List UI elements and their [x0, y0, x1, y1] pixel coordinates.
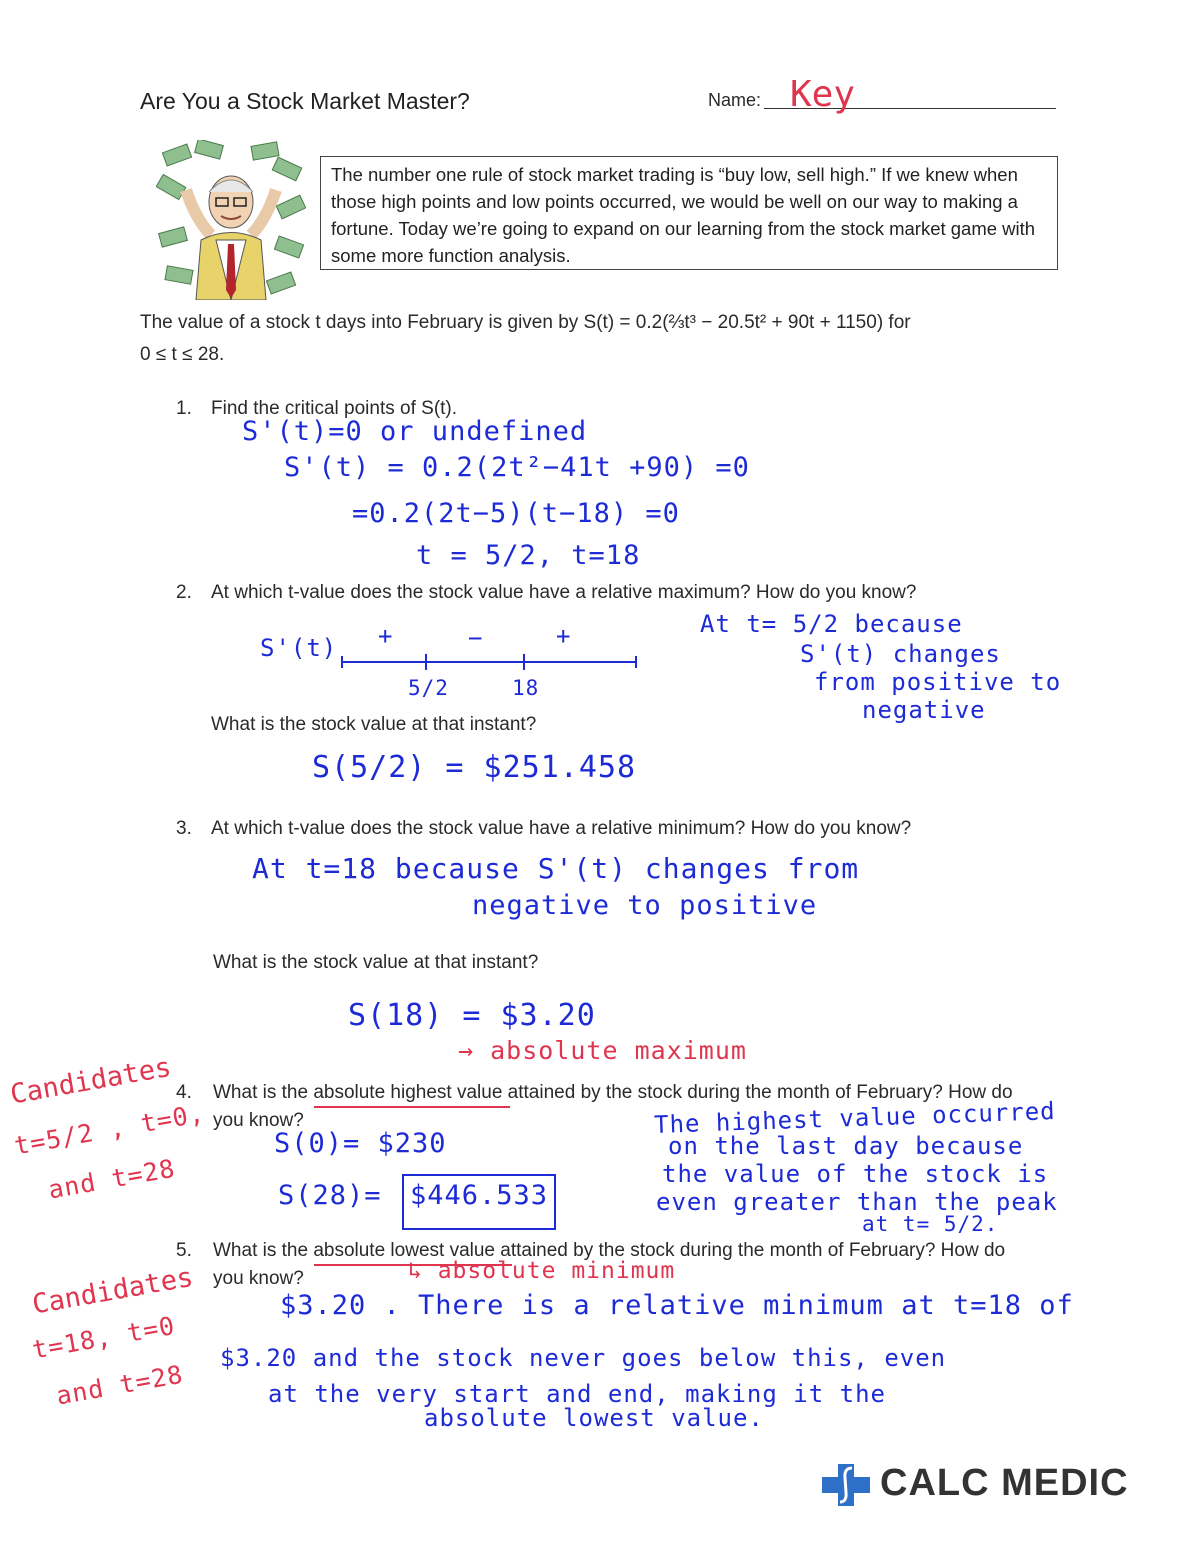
- q2-reason-line4: negative: [862, 696, 986, 724]
- q1-answer-line4: t = 5/2, t=18: [416, 540, 641, 571]
- q4-text: What is the absolute highest value attained by the stock during the month of February? How do: [213, 1082, 1013, 1103]
- q3-sub-question: What is the stock value at that instant?: [213, 952, 539, 973]
- intro-box: The number one rule of stock market trading is “buy low, sell high.” If we knew when those high points and low points occurred, we would be well on our way to making a fortune. Today we’re going to expand on our learning from the stock market game with some more function analysis.: [320, 156, 1058, 270]
- q5-reason-line4: absolute lowest value.: [424, 1404, 764, 1432]
- q4-reason-line1: The highest value occurred: [653, 1096, 1057, 1140]
- q2-sign-chart: [258, 620, 658, 710]
- q4-number: 4.: [176, 1082, 192, 1103]
- q4-text-line2: you know?: [213, 1110, 304, 1131]
- q4-absolute-max-note: → absolute maximum: [458, 1036, 747, 1065]
- q2-value: S(5/2) = $251.458: [312, 750, 637, 785]
- q5-absolute-min-note: ↳ absolute minimum: [408, 1258, 676, 1284]
- q5-reason-line2: $3.20 and the stock never goes below this, even: [220, 1344, 947, 1372]
- q4-reason-line4: even greater than the peak: [656, 1188, 1058, 1216]
- q3-reason-line1: At t=18 because S'(t) changes from: [252, 852, 860, 885]
- q4-reason-line2: on the last day because: [668, 1132, 1024, 1160]
- q5-text-line2: you know?: [213, 1268, 304, 1289]
- q5-candidates-line1: t=18, t=0: [30, 1310, 178, 1365]
- mark-eighteen: 18: [512, 676, 540, 700]
- q4-reason-line5: at t= 5/2.: [862, 1212, 999, 1236]
- q1-text: Find the critical points of S(t).: [211, 398, 458, 419]
- q3-reason-line2: negative to positive: [472, 890, 818, 921]
- q2-reason-line1: At t= 5/2 because: [700, 610, 963, 638]
- mark-five-halves: 5/2: [408, 676, 449, 700]
- q1-answer-line1: S'(t)=0 or undefined: [242, 416, 588, 447]
- q4-underline: [314, 1106, 510, 1108]
- sign-positive-right: +: [556, 622, 572, 650]
- q2-number: 2.: [176, 582, 192, 603]
- q5-candidates-title: Candidates: [30, 1261, 196, 1321]
- sign-positive-left: +: [378, 622, 394, 650]
- calc-medic-cross-icon: [820, 1462, 872, 1508]
- q4-reason-line3: the value of the stock is: [662, 1160, 1049, 1188]
- q2-text: At which t-value does the stock value have a relative maximum? How do you know?: [211, 582, 917, 603]
- name-label: Name:: [708, 90, 762, 110]
- q4-value-s0: S(0)= $230: [274, 1128, 447, 1159]
- problem-statement-line2: 0 ≤ t ≤ 28.: [140, 344, 225, 365]
- q1-answer-line3: =0.2(2t−5)(t−18) =0: [352, 498, 680, 529]
- q5-reason-line1: $3.20 . There is a relative minimum at t=18 of: [280, 1290, 1074, 1321]
- q2-reason-line3: from positive to: [814, 668, 1062, 696]
- q3-value: S(18) = $3.20: [348, 998, 596, 1033]
- q3-text: At which t-value does the stock value have a relative minimum? How do you know?: [211, 818, 912, 839]
- worksheet-title: Are You a Stock Market Master?: [140, 88, 470, 114]
- investor-illustration: [156, 140, 306, 300]
- logo-text: CALC MEDIC: [880, 1462, 1129, 1504]
- q4-value-s28-label: S(28)=: [278, 1180, 382, 1211]
- q1-answer-line2: S'(t) = 0.2(2t²−41t +90) =0: [284, 452, 750, 483]
- q4-candidates-line2: and t=28: [46, 1153, 178, 1205]
- name-value: Key: [790, 74, 856, 115]
- q5-candidates-line2: and t=28: [54, 1359, 186, 1411]
- q5-number: 5.: [176, 1240, 192, 1261]
- sign-negative: −: [468, 624, 484, 652]
- q5-text: What is the absolute lowest value attained by the stock during the month of February? How do: [213, 1240, 1006, 1261]
- problem-statement-line1: The value of a stock t days into February is given by S(t) = 0.2(⅔t³ − 20.5t² + 90t + 1150) for: [140, 312, 911, 333]
- q3-number: 3.: [176, 818, 192, 839]
- sign-chart-label: S'(t): [260, 634, 338, 662]
- q4-candidates-line1: t=5/2 , t=0,: [12, 1098, 207, 1161]
- q2-reason-line2: S'(t) changes: [800, 640, 1001, 668]
- q5-reason-line3: at the very start and end, making it the: [268, 1380, 886, 1408]
- q1-number: 1.: [176, 398, 192, 419]
- q4-value-s28-boxed: $446.533: [402, 1174, 556, 1230]
- q2-sub-question: What is the stock value at that instant?: [211, 714, 537, 735]
- q4-candidates-title: Candidates: [8, 1051, 174, 1111]
